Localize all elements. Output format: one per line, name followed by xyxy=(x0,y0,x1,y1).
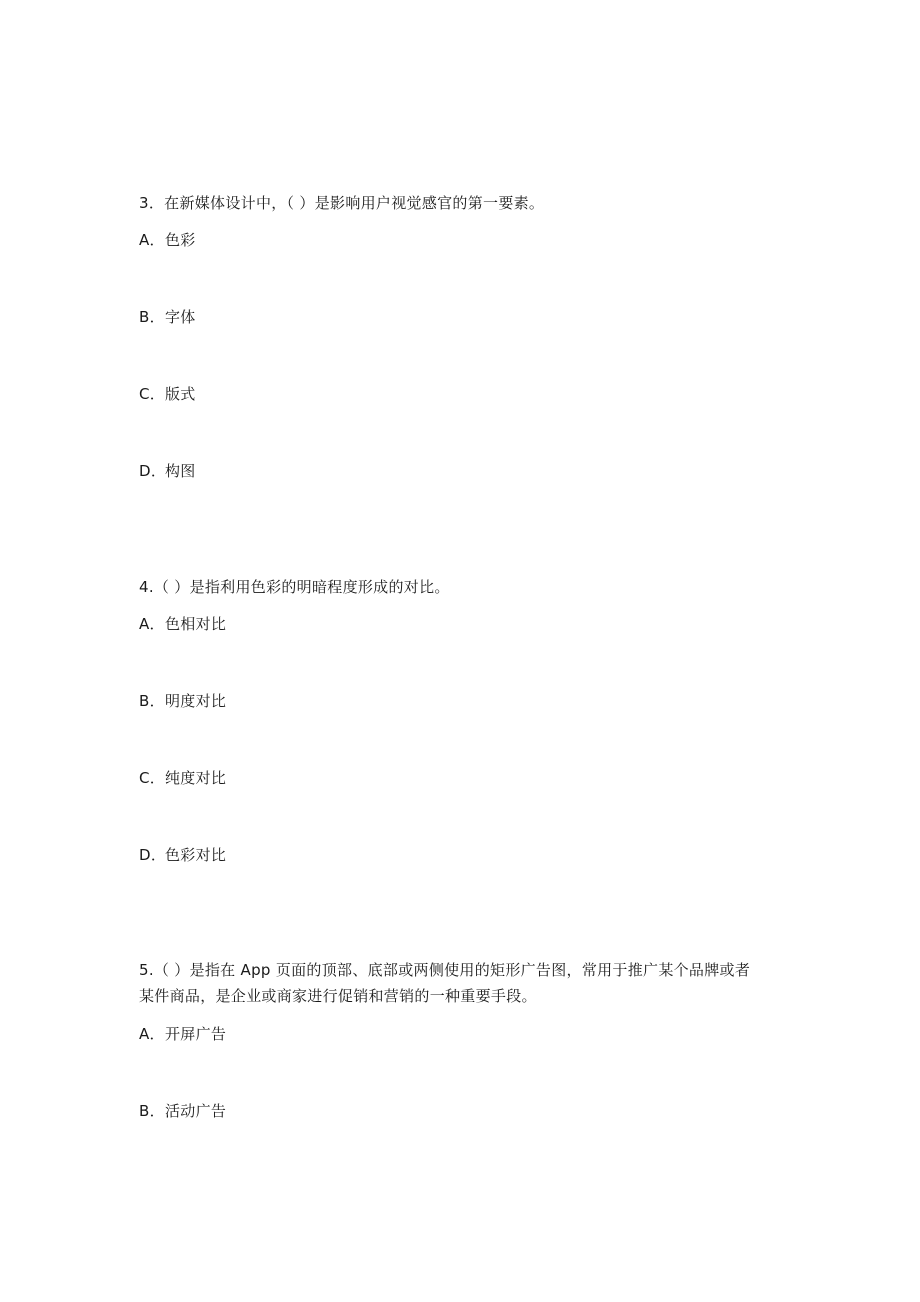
option-text: 字体 xyxy=(165,308,196,326)
option-letter: C． xyxy=(139,385,166,403)
option-text: 色彩 xyxy=(165,231,196,249)
question-3-option-d xyxy=(139,459,789,483)
question-5-option-b xyxy=(139,1099,789,1123)
question-5-option-a xyxy=(139,1022,789,1046)
option-text: 开屏广告 xyxy=(165,1025,227,1043)
option-text: 活动广告 xyxy=(165,1102,227,1120)
question-4-stem: 4.（ ）是指利用色彩的明暗程度形成的对比。 xyxy=(139,578,450,596)
question-5-stem-line-1: 5.（ ）是指在 App 页面的顶部、底部或两侧使用的矩形广告图，常用于推广某个品牌或者 xyxy=(139,961,751,979)
question-3-option-c xyxy=(139,382,789,406)
option-letter: B． xyxy=(139,1102,165,1120)
option-text: 构图 xyxy=(165,462,196,480)
option-letter: C． xyxy=(139,769,166,787)
option-letter: B． xyxy=(139,692,165,710)
question-3-option-a xyxy=(139,228,789,252)
option-text: 色彩对比 xyxy=(165,846,227,864)
option-letter: D． xyxy=(139,462,167,480)
option-letter: B． xyxy=(139,308,165,326)
question-4-option-d xyxy=(139,843,789,867)
option-letter: A． xyxy=(139,615,165,633)
option-letter: D． xyxy=(139,846,167,864)
option-text: 色相对比 xyxy=(165,615,227,633)
question-3-option-b xyxy=(139,305,789,329)
option-letter: A． xyxy=(139,1025,165,1043)
question-4-option-b xyxy=(139,689,789,713)
option-text: 版式 xyxy=(165,385,196,403)
question-4-option-a xyxy=(139,612,789,636)
question-3-stem: 3．在新媒体设计中，（ ）是影响用户视觉感官的第一要素。 xyxy=(139,194,545,212)
option-text: 纯度对比 xyxy=(165,769,227,787)
option-letter: A． xyxy=(139,231,165,249)
question-5-stem-line-2: 某件商品，是企业或商家进行促销和营销的一种重要手段。 xyxy=(139,987,537,1005)
question-4-option-c xyxy=(139,766,789,790)
option-text: 明度对比 xyxy=(165,692,227,710)
